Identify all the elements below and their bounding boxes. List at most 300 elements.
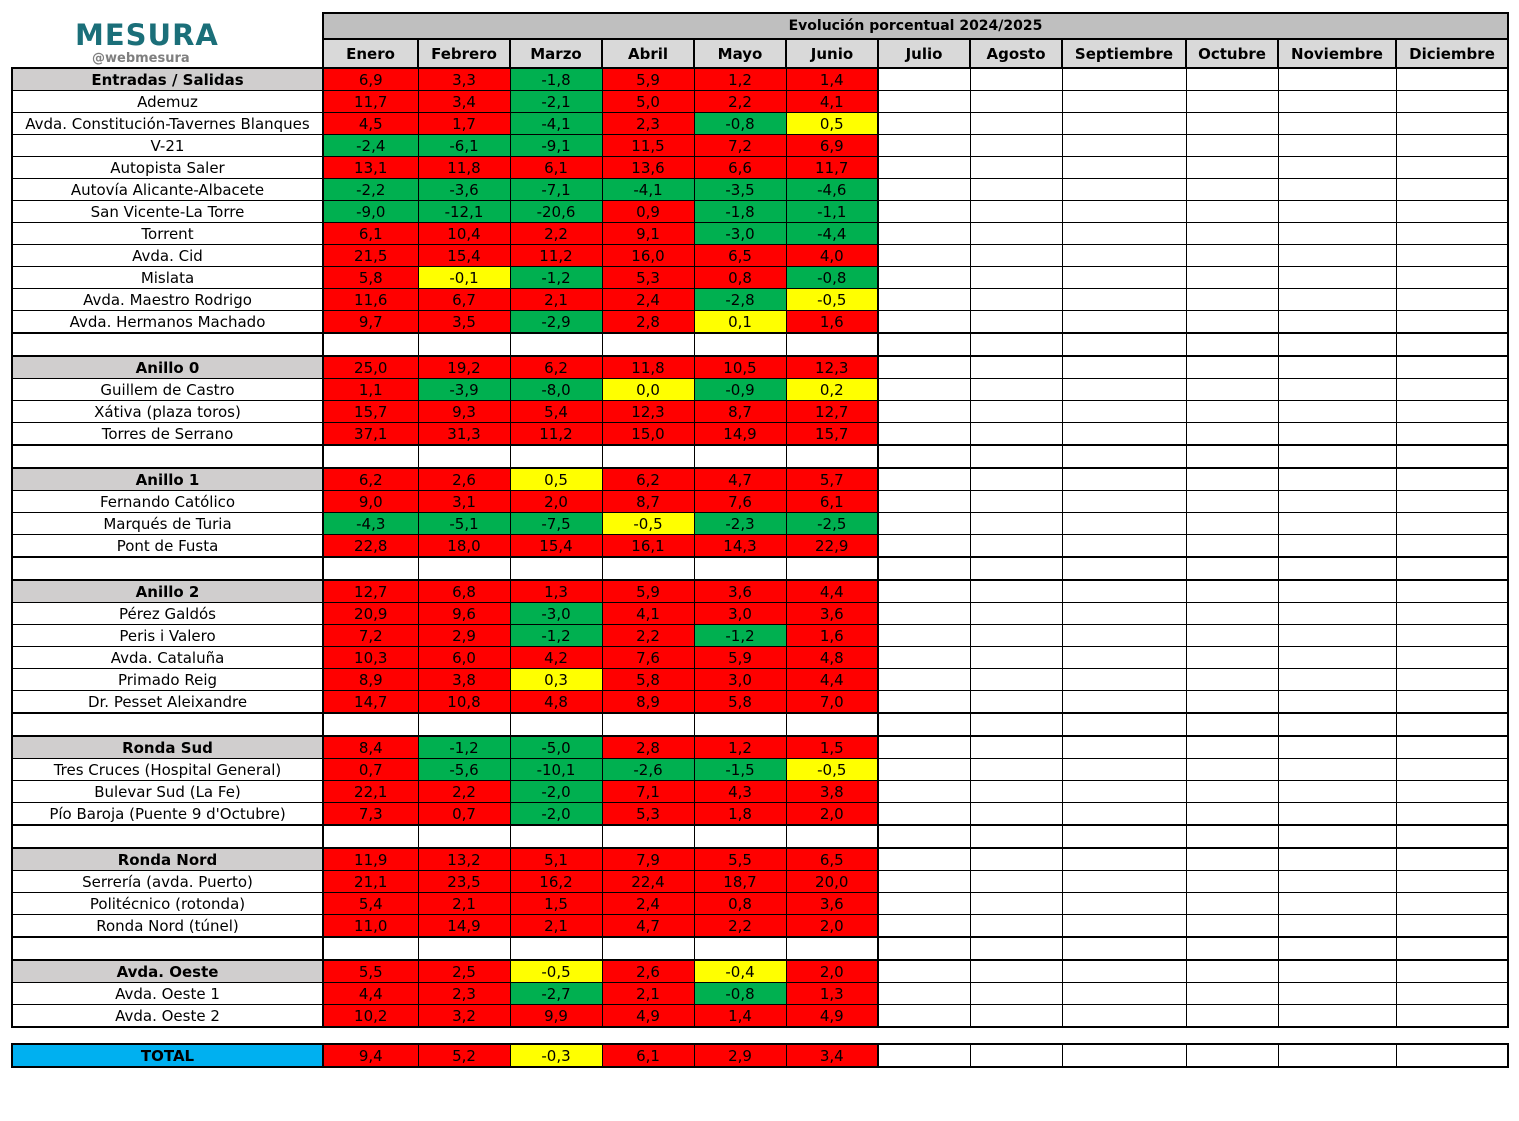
empty-cell — [1186, 311, 1278, 334]
row-label: Primado Reig — [12, 669, 323, 691]
value-cell-enero: 0,7 — [323, 759, 418, 781]
value-cell-marzo: 5,4 — [510, 401, 602, 423]
empty-cell — [878, 937, 970, 960]
empty-cell — [1396, 915, 1508, 938]
empty-cell — [323, 557, 418, 580]
empty-cell — [1278, 647, 1396, 669]
empty-cell — [970, 625, 1062, 647]
month-header-junio: Junio — [786, 39, 878, 68]
row-label: Pío Baroja (Puente 9 d'Octubre) — [12, 803, 323, 826]
empty-cell — [970, 68, 1062, 91]
value-cell-mayo: 8,7 — [694, 401, 786, 423]
value-cell-mayo: 18,7 — [694, 871, 786, 893]
value-cell-abril: 0,9 — [602, 201, 694, 223]
empty-cell — [786, 713, 878, 736]
value-cell-febrero: -5,1 — [418, 513, 510, 535]
value-cell-mayo: 3,0 — [694, 669, 786, 691]
empty-cell — [1278, 937, 1396, 960]
row-label: Ademuz — [12, 91, 323, 113]
empty-cell — [1186, 445, 1278, 468]
empty-cell — [1396, 423, 1508, 446]
empty-cell — [1396, 625, 1508, 647]
empty-cell — [878, 157, 970, 179]
value-cell-febrero: -3,6 — [418, 179, 510, 201]
empty-cell — [1278, 401, 1396, 423]
table-row — [12, 311, 1508, 334]
empty-cell — [1186, 937, 1278, 960]
value-cell-enero: 7,3 — [323, 803, 418, 826]
value-cell-mayo: 0,1 — [694, 311, 786, 334]
empty-cell — [970, 937, 1062, 960]
empty-cell — [1062, 871, 1186, 893]
total-row — [12, 1044, 1508, 1067]
value-cell-marzo: -1,8 — [510, 68, 602, 91]
empty-cell — [1186, 1005, 1278, 1028]
empty-cell — [1186, 356, 1278, 379]
empty-cell — [1278, 669, 1396, 691]
value-cell-enero: -2,2 — [323, 179, 418, 201]
empty-cell — [970, 713, 1062, 736]
value-cell-marzo: 11,2 — [510, 423, 602, 446]
empty-cell — [1278, 468, 1396, 491]
table-row — [12, 781, 1508, 803]
empty-cell — [418, 713, 510, 736]
value-cell-junio: 2,0 — [786, 803, 878, 826]
empty-cell — [878, 960, 970, 983]
value-cell-junio: 5,7 — [786, 468, 878, 491]
table-row — [12, 135, 1508, 157]
empty-cell — [1186, 691, 1278, 714]
empty-cell — [1062, 736, 1186, 759]
value-cell-marzo: 6,2 — [510, 356, 602, 379]
empty-cell — [602, 825, 694, 848]
empty-cell — [970, 669, 1062, 691]
empty-cell — [694, 937, 786, 960]
corner-blank — [12, 13, 323, 39]
empty-cell — [1062, 848, 1186, 871]
row-label: Ronda Nord (túnel) — [12, 915, 323, 938]
empty-cell — [1062, 401, 1186, 423]
empty-cell — [1186, 535, 1278, 558]
value-cell-junio: 1,6 — [786, 625, 878, 647]
empty-cell — [1396, 580, 1508, 603]
row-label: Entradas / Salidas — [12, 68, 323, 91]
value-cell-abril: 7,6 — [602, 647, 694, 669]
empty-cell — [510, 937, 602, 960]
empty-cell — [1278, 759, 1396, 781]
empty-cell — [1186, 91, 1278, 113]
month-header-octubre: Octubre — [1186, 39, 1278, 68]
empty-cell — [1062, 157, 1186, 179]
empty-cell — [1396, 871, 1508, 893]
empty-cell — [1278, 713, 1396, 736]
value-cell-abril: 13,6 — [602, 157, 694, 179]
value-cell-marzo: -5,0 — [510, 736, 602, 759]
value-cell-junio: 1,5 — [786, 736, 878, 759]
empty-cell — [1062, 825, 1186, 848]
value-cell-abril: 4,7 — [602, 915, 694, 938]
value-cell-febrero: 5,2 — [418, 1044, 510, 1067]
empty-cell — [1186, 157, 1278, 179]
value-cell-marzo: -1,2 — [510, 625, 602, 647]
empty-cell — [1186, 379, 1278, 401]
value-cell-marzo: -9,1 — [510, 135, 602, 157]
spacer-row — [12, 713, 1508, 736]
value-cell-abril: 11,8 — [602, 356, 694, 379]
empty-cell — [878, 267, 970, 289]
empty-cell — [694, 333, 786, 356]
value-cell-marzo: -4,1 — [510, 113, 602, 135]
value-cell-junio: 3,6 — [786, 893, 878, 915]
value-cell-abril: 5,8 — [602, 669, 694, 691]
month-header-diciembre: Diciembre — [1396, 39, 1508, 68]
value-cell-febrero: 11,8 — [418, 157, 510, 179]
value-cell-marzo: 1,3 — [510, 580, 602, 603]
empty-cell — [1186, 267, 1278, 289]
traffic-evolution-table — [11, 12, 1509, 1068]
empty-cell — [878, 848, 970, 871]
value-cell-enero: 22,1 — [323, 781, 418, 803]
group-row — [12, 848, 1508, 871]
table-row — [12, 513, 1508, 535]
table-row — [12, 691, 1508, 714]
value-cell-enero: 25,0 — [323, 356, 418, 379]
value-cell-marzo: 0,5 — [510, 468, 602, 491]
empty-cell — [602, 937, 694, 960]
month-header-agosto: Agosto — [970, 39, 1062, 68]
empty-cell — [1062, 535, 1186, 558]
empty-cell — [1186, 245, 1278, 267]
empty-cell — [1186, 915, 1278, 938]
value-cell-abril: -4,1 — [602, 179, 694, 201]
value-cell-marzo: -2,7 — [510, 983, 602, 1005]
value-cell-abril: 5,0 — [602, 91, 694, 113]
value-cell-mayo: 10,5 — [694, 356, 786, 379]
row-label: Avda. Oeste 1 — [12, 983, 323, 1005]
value-cell-marzo: 4,8 — [510, 691, 602, 714]
empty-cell — [1396, 445, 1508, 468]
row-label: Avda. Maestro Rodrigo — [12, 289, 323, 311]
empty-cell — [970, 960, 1062, 983]
empty-cell — [878, 333, 970, 356]
empty-cell — [1396, 223, 1508, 245]
value-cell-mayo: 3,0 — [694, 603, 786, 625]
table-row — [12, 871, 1508, 893]
month-header-abril: Abril — [602, 39, 694, 68]
spacer-row — [12, 937, 1508, 960]
value-cell-marzo: 4,2 — [510, 647, 602, 669]
empty-cell — [878, 311, 970, 334]
table-row — [12, 201, 1508, 223]
empty-cell — [970, 825, 1062, 848]
empty-cell — [1396, 647, 1508, 669]
value-cell-abril: 11,5 — [602, 135, 694, 157]
table-row — [12, 267, 1508, 289]
empty-cell — [970, 423, 1062, 446]
value-cell-febrero: 18,0 — [418, 535, 510, 558]
table-row — [12, 625, 1508, 647]
empty-cell — [970, 535, 1062, 558]
empty-cell — [970, 179, 1062, 201]
brand-name: MESURA — [75, 18, 219, 52]
value-cell-enero: -9,0 — [323, 201, 418, 223]
empty-cell — [1186, 491, 1278, 513]
value-cell-mayo: -1,2 — [694, 625, 786, 647]
empty-cell — [970, 803, 1062, 826]
empty-cell — [1062, 915, 1186, 938]
value-cell-mayo: -3,0 — [694, 223, 786, 245]
empty-cell — [1062, 893, 1186, 915]
value-cell-mayo: 1,8 — [694, 803, 786, 826]
value-cell-mayo: 1,2 — [694, 736, 786, 759]
empty-cell — [786, 445, 878, 468]
empty-cell — [1278, 960, 1396, 983]
empty-cell — [1062, 983, 1186, 1005]
value-cell-enero: 5,4 — [323, 893, 418, 915]
empty-cell — [1186, 603, 1278, 625]
value-cell-marzo: 16,2 — [510, 871, 602, 893]
empty-cell — [1278, 289, 1396, 311]
empty-cell — [878, 713, 970, 736]
empty-cell — [878, 871, 970, 893]
empty-cell — [510, 713, 602, 736]
empty-cell — [1186, 401, 1278, 423]
empty-cell — [1062, 356, 1186, 379]
value-cell-abril: 9,1 — [602, 223, 694, 245]
empty-cell — [1396, 781, 1508, 803]
empty-cell — [1396, 157, 1508, 179]
value-cell-enero: 6,2 — [323, 468, 418, 491]
value-cell-mayo: -3,5 — [694, 179, 786, 201]
empty-cell — [1396, 379, 1508, 401]
row-label: Avda. Cataluña — [12, 647, 323, 669]
spacer-label — [12, 937, 323, 960]
value-cell-enero: 11,0 — [323, 915, 418, 938]
value-cell-enero: -4,3 — [323, 513, 418, 535]
month-header-noviembre: Noviembre — [1278, 39, 1396, 68]
value-cell-marzo: -1,2 — [510, 267, 602, 289]
table-row — [12, 669, 1508, 691]
empty-cell — [1278, 848, 1396, 871]
empty-cell — [878, 1005, 970, 1028]
empty-cell — [1396, 736, 1508, 759]
value-cell-abril: 16,1 — [602, 535, 694, 558]
row-label: Avda. Hermanos Machado — [12, 311, 323, 334]
empty-cell — [602, 557, 694, 580]
value-cell-marzo: 6,1 — [510, 157, 602, 179]
empty-cell — [878, 379, 970, 401]
empty-cell — [970, 113, 1062, 135]
value-cell-febrero: 1,7 — [418, 113, 510, 135]
value-cell-mayo: 1,4 — [694, 1005, 786, 1028]
empty-cell — [786, 825, 878, 848]
value-cell-junio: 4,0 — [786, 245, 878, 267]
empty-cell — [970, 848, 1062, 871]
empty-cell — [1062, 379, 1186, 401]
value-cell-marzo: 15,4 — [510, 535, 602, 558]
empty-cell — [1396, 201, 1508, 223]
empty-cell — [1186, 871, 1278, 893]
empty-cell — [1396, 135, 1508, 157]
empty-cell — [1278, 871, 1396, 893]
empty-cell — [1186, 647, 1278, 669]
value-cell-mayo: -1,8 — [694, 201, 786, 223]
value-cell-junio: -0,8 — [786, 267, 878, 289]
table-row — [12, 223, 1508, 245]
row-label: Pérez Galdós — [12, 603, 323, 625]
row-label: Xátiva (plaza toros) — [12, 401, 323, 423]
table-row — [12, 647, 1508, 669]
empty-cell — [1396, 333, 1508, 356]
empty-cell — [1186, 825, 1278, 848]
value-cell-enero: 14,7 — [323, 691, 418, 714]
value-cell-enero: 9,7 — [323, 311, 418, 334]
spacer-row — [12, 825, 1508, 848]
empty-cell — [1396, 557, 1508, 580]
table-row — [12, 245, 1508, 267]
value-cell-junio: 1,4 — [786, 68, 878, 91]
value-cell-junio: 3,8 — [786, 781, 878, 803]
empty-cell — [1278, 625, 1396, 647]
empty-cell — [602, 333, 694, 356]
value-cell-febrero: 10,8 — [418, 691, 510, 714]
value-cell-mayo: 0,8 — [694, 893, 786, 915]
value-cell-enero: 22,8 — [323, 535, 418, 558]
value-cell-junio: 12,3 — [786, 356, 878, 379]
table-row — [12, 91, 1508, 113]
value-cell-febrero: 3,3 — [418, 68, 510, 91]
value-cell-abril: 4,9 — [602, 1005, 694, 1028]
value-cell-abril: 16,0 — [602, 245, 694, 267]
value-cell-febrero: 2,6 — [418, 468, 510, 491]
empty-cell — [1278, 557, 1396, 580]
empty-cell — [510, 333, 602, 356]
table-row — [12, 423, 1508, 446]
empty-cell — [1186, 423, 1278, 446]
value-cell-abril: 7,9 — [602, 848, 694, 871]
empty-cell — [878, 915, 970, 938]
empty-cell — [878, 289, 970, 311]
table-row — [12, 289, 1508, 311]
row-gap — [12, 1027, 1508, 1044]
empty-cell — [1278, 91, 1396, 113]
empty-cell — [970, 983, 1062, 1005]
empty-cell — [1278, 68, 1396, 91]
value-cell-mayo: -1,5 — [694, 759, 786, 781]
value-cell-mayo: -2,8 — [694, 289, 786, 311]
empty-cell — [1278, 135, 1396, 157]
value-cell-enero: 15,7 — [323, 401, 418, 423]
empty-cell — [970, 736, 1062, 759]
row-label: Pont de Fusta — [12, 535, 323, 558]
empty-cell — [1278, 691, 1396, 714]
empty-cell — [878, 983, 970, 1005]
value-cell-abril: 4,1 — [602, 603, 694, 625]
value-cell-febrero: 6,8 — [418, 580, 510, 603]
row-label: Fernando Católico — [12, 491, 323, 513]
value-cell-mayo: 1,2 — [694, 68, 786, 91]
spacer-label — [12, 333, 323, 356]
empty-cell — [1186, 983, 1278, 1005]
value-cell-marzo: -7,1 — [510, 179, 602, 201]
empty-cell — [1186, 468, 1278, 491]
value-cell-junio: -1,1 — [786, 201, 878, 223]
value-cell-junio: 4,4 — [786, 580, 878, 603]
value-cell-marzo: 1,5 — [510, 893, 602, 915]
empty-cell — [878, 669, 970, 691]
empty-cell — [1278, 491, 1396, 513]
empty-cell — [1278, 179, 1396, 201]
value-cell-abril: 5,9 — [602, 68, 694, 91]
value-cell-junio: 20,0 — [786, 871, 878, 893]
table-row — [12, 401, 1508, 423]
empty-cell — [1062, 1044, 1186, 1067]
value-cell-mayo: -0,8 — [694, 983, 786, 1005]
row-label: Mislata — [12, 267, 323, 289]
empty-cell — [418, 445, 510, 468]
empty-cell — [1278, 580, 1396, 603]
value-cell-junio: 2,0 — [786, 915, 878, 938]
value-cell-enero: 7,2 — [323, 625, 418, 647]
value-cell-junio: 0,2 — [786, 379, 878, 401]
row-label: Avda. Oeste — [12, 960, 323, 983]
empty-cell — [878, 647, 970, 669]
empty-cell — [878, 468, 970, 491]
value-cell-mayo: 0,8 — [694, 267, 786, 289]
empty-cell — [1062, 311, 1186, 334]
value-cell-enero: 4,5 — [323, 113, 418, 135]
empty-cell — [694, 825, 786, 848]
empty-cell — [970, 311, 1062, 334]
empty-cell — [1186, 1044, 1278, 1067]
empty-cell — [1186, 68, 1278, 91]
value-cell-abril: 6,1 — [602, 1044, 694, 1067]
value-cell-febrero: 23,5 — [418, 871, 510, 893]
value-cell-junio: -4,4 — [786, 223, 878, 245]
empty-cell — [970, 781, 1062, 803]
empty-cell — [970, 491, 1062, 513]
value-cell-marzo: -3,0 — [510, 603, 602, 625]
spacer-label — [12, 557, 323, 580]
value-cell-junio: 3,6 — [786, 603, 878, 625]
value-cell-enero: 5,8 — [323, 267, 418, 289]
group-row — [12, 960, 1508, 983]
value-cell-marzo: 2,2 — [510, 223, 602, 245]
empty-cell — [1186, 113, 1278, 135]
row-label: Anillo 0 — [12, 356, 323, 379]
empty-cell — [1396, 245, 1508, 267]
table-row — [12, 1005, 1508, 1028]
empty-cell — [878, 179, 970, 201]
value-cell-mayo: 4,7 — [694, 468, 786, 491]
value-cell-junio: 4,1 — [786, 91, 878, 113]
empty-cell — [1278, 267, 1396, 289]
value-cell-abril: 2,4 — [602, 893, 694, 915]
empty-cell — [970, 201, 1062, 223]
value-cell-junio: 6,9 — [786, 135, 878, 157]
empty-cell — [878, 201, 970, 223]
table-row — [12, 603, 1508, 625]
value-cell-enero: 37,1 — [323, 423, 418, 446]
table-row — [12, 157, 1508, 179]
empty-cell — [970, 356, 1062, 379]
value-cell-junio: -4,6 — [786, 179, 878, 201]
empty-cell — [1186, 625, 1278, 647]
empty-cell — [1278, 223, 1396, 245]
month-header-marzo: Marzo — [510, 39, 602, 68]
value-cell-mayo: 2,2 — [694, 91, 786, 113]
empty-cell — [970, 223, 1062, 245]
